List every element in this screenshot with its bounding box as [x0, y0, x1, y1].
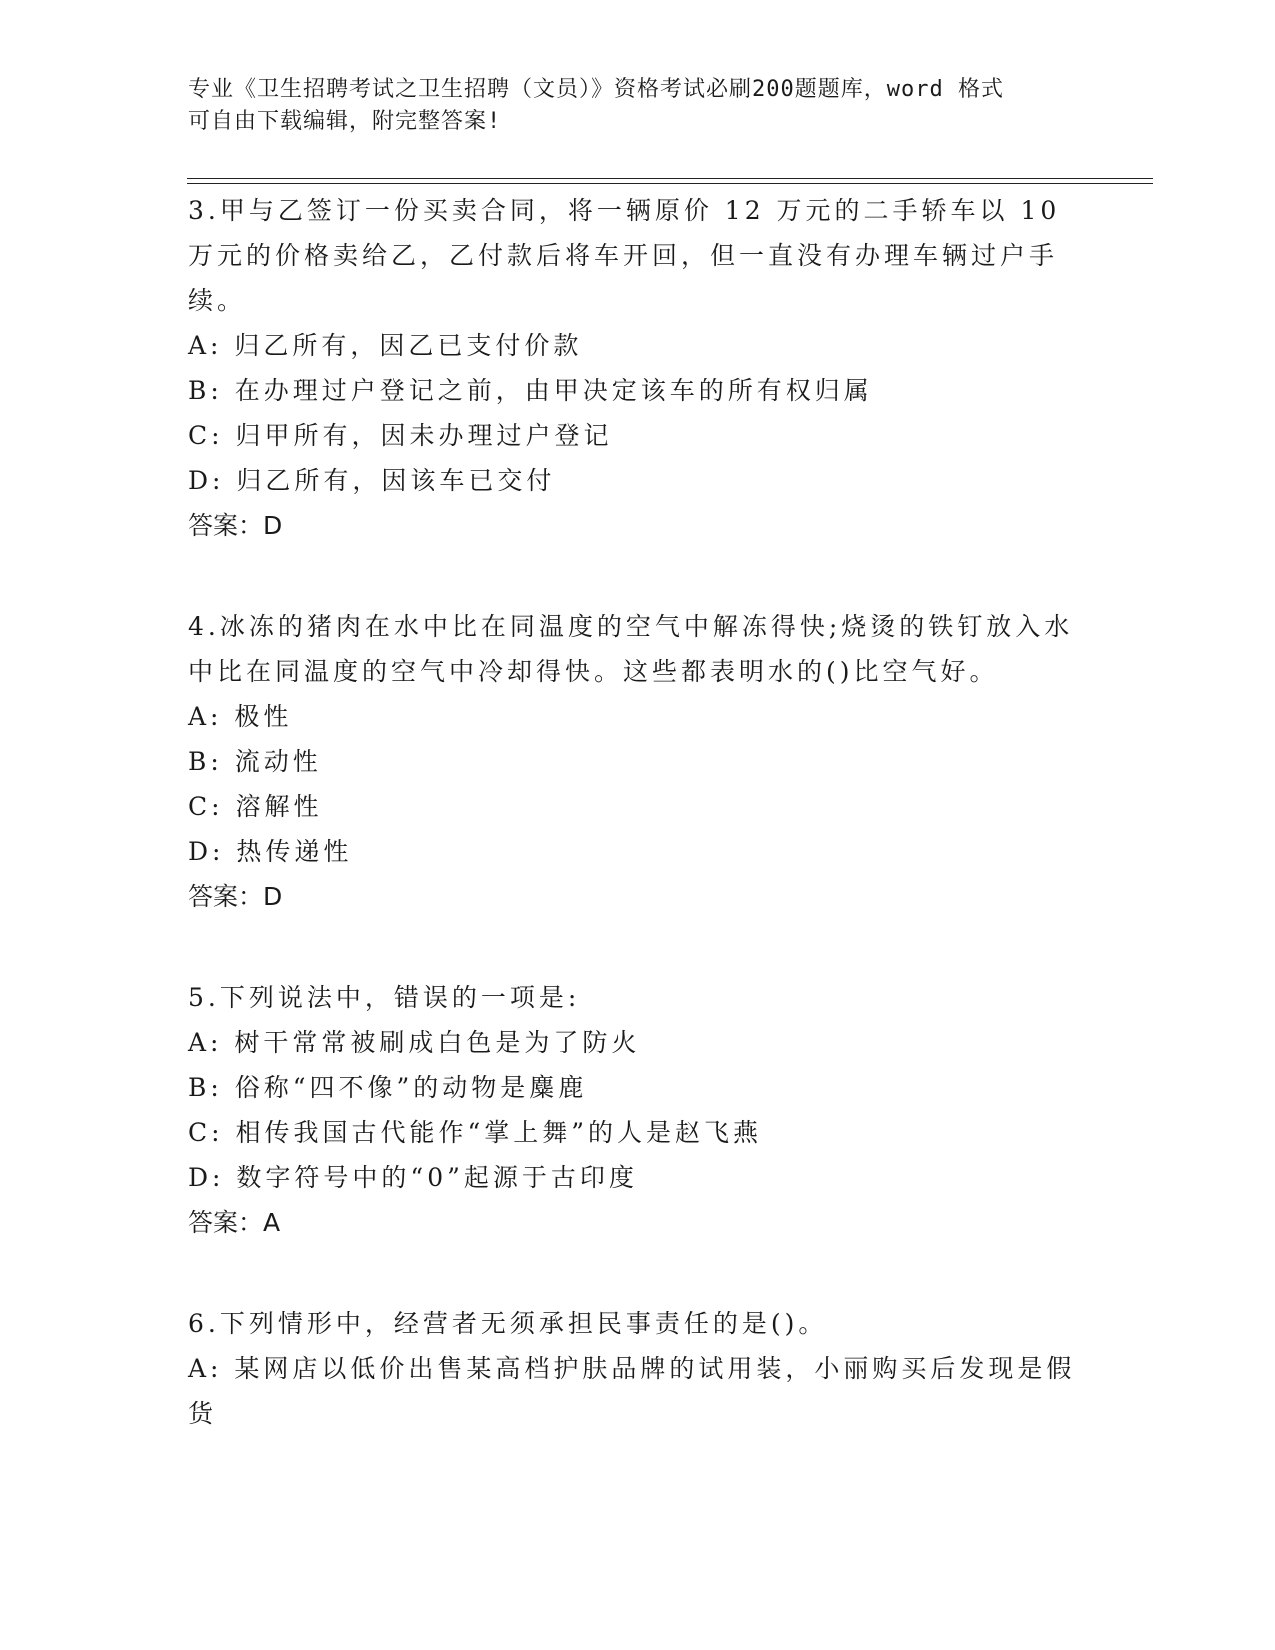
- header-divider-top: [187, 178, 1153, 179]
- option-a: A: 某网店以低价出售某高档护肤品牌的试用装，小丽购买后发现是假货: [188, 1354, 1076, 1428]
- answer-value: D: [263, 511, 283, 540]
- option-b: B: 俗称“四不像”的动物是麋鹿: [188, 1073, 588, 1102]
- option-a: A: 极性: [188, 702, 293, 731]
- answer-value: D: [263, 882, 283, 911]
- option-b: B: 流动性: [188, 747, 322, 776]
- question-5: [188, 975, 1078, 1245]
- question-text: 3.甲与乙签订一份买卖合同，将一辆原价 12 万元的二手轿车以 10 万元的价格卖给乙，乙付款后将车开回，但一直没有办理车辆过户手续。: [188, 196, 1061, 315]
- answer-line: [188, 503, 1078, 548]
- question-6: [188, 1301, 1078, 1436]
- answer-label: 答案：: [188, 882, 264, 911]
- question-list: [188, 188, 1078, 1492]
- option-c: C: 相传我国古代能作“掌上舞”的人是赵飞燕: [188, 1118, 763, 1147]
- option-b: B: 在办理过户登记之前，由甲决定该车的所有权归属: [188, 376, 873, 405]
- option-a: A: 归乙所有，因乙已支付价款: [188, 331, 583, 360]
- option-d: D: 数字符号中的“0”起源于古印度: [188, 1163, 638, 1192]
- option-c: C: 溶解性: [188, 792, 323, 821]
- option-c: C: 归甲所有，因未办理过户登记: [188, 421, 613, 450]
- document-header: [188, 74, 1068, 138]
- answer-line: [188, 1200, 1078, 1245]
- question-text: 6.下列情形中，经营者无须承担民事责任的是()。: [188, 1309, 828, 1338]
- option-a: A: 树干常常被刷成白色是为了防火: [188, 1028, 641, 1057]
- header-line-1: 专业《卫生招聘考试之卫生招聘（文员）》资格考试必刷200题题库，word 格式: [188, 77, 1004, 102]
- answer-line: [188, 874, 1078, 919]
- option-d: D: 归乙所有，因该车已交付: [188, 466, 556, 495]
- answer-label: 答案：: [188, 1208, 264, 1237]
- question-text: 5.下列说法中，错误的一项是:: [188, 983, 581, 1012]
- question-text: 4.冰冻的猪肉在水中比在同温度的空气中解冻得快;烧烫的铁钉放入水中比在同温度的空气中冷却得快。这些都表明水的()比空气好。: [188, 612, 1074, 686]
- answer-value: A: [263, 1208, 281, 1237]
- header-divider-bottom: [187, 183, 1153, 184]
- answer-label: 答案：: [188, 511, 264, 540]
- option-d: D: 热传递性: [188, 837, 353, 866]
- question-3: [188, 188, 1078, 548]
- question-4: [188, 604, 1078, 919]
- header-line-2: 可自由下载编辑，附完整答案!: [188, 109, 502, 134]
